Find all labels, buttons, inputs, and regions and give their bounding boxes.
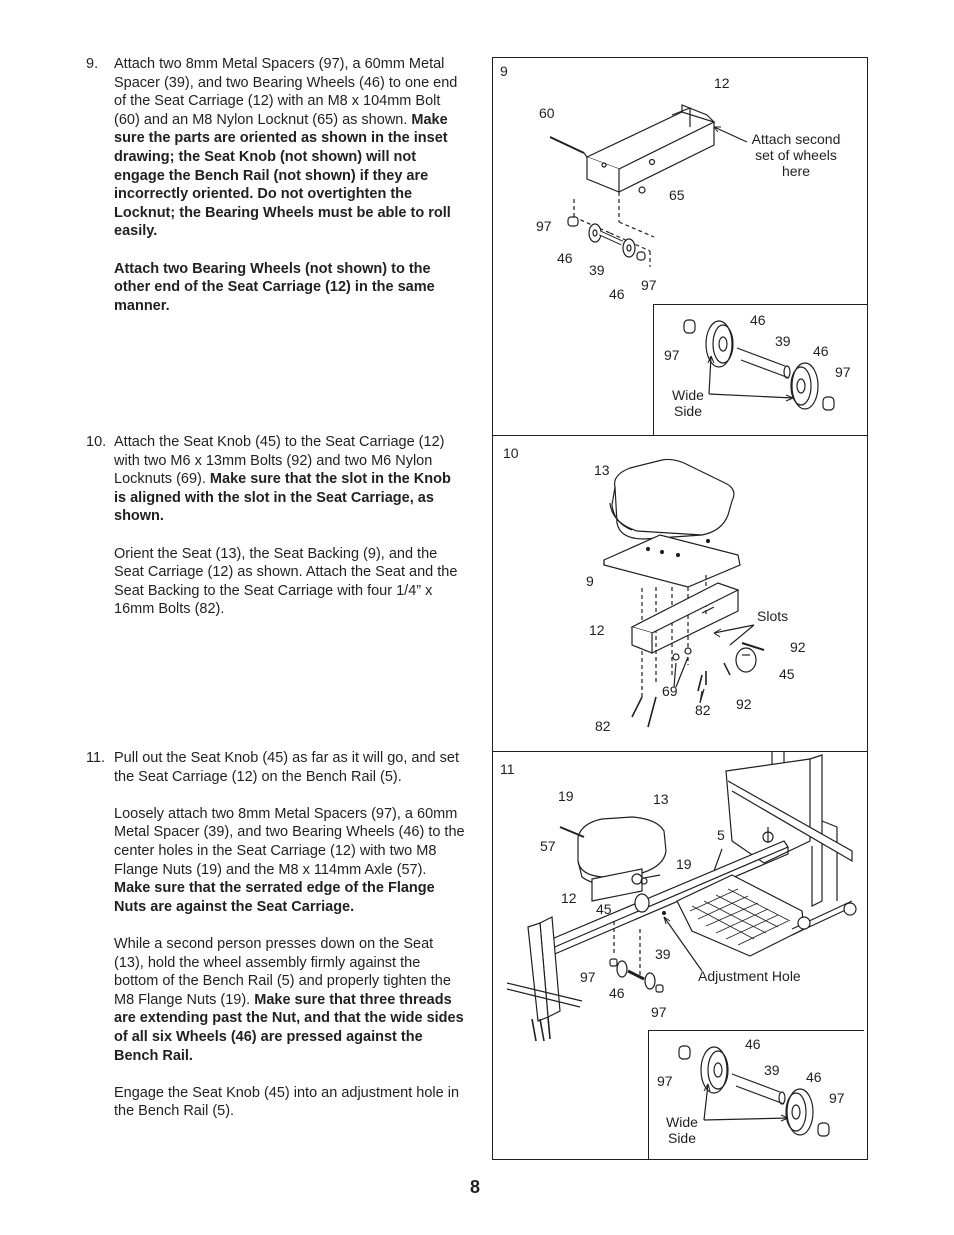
- wide-side-label: Wide Side: [666, 1114, 698, 1146]
- panel-number: 10: [503, 445, 519, 461]
- callout-45: 45: [596, 901, 612, 917]
- callout-82: 82: [595, 718, 611, 734]
- callout-46: 46: [557, 250, 573, 266]
- step-body: [114, 749, 466, 1121]
- slots-label: Slots: [757, 608, 789, 624]
- callout-19: 19: [676, 856, 692, 872]
- callout-46: 46: [609, 985, 625, 1001]
- inset-callout-46: 46: [806, 1069, 822, 1085]
- callout-46: 46: [609, 286, 625, 302]
- instruction-text: Pull out the Seat Knob (45) as far as it will go, and set the Seat Carriage (12) on the Bench Rail (5).: [114, 750, 459, 785]
- inset-callout-97: 97: [657, 1073, 673, 1089]
- step-paragraph: [114, 935, 466, 1065]
- bold-instruction: Make sure that the slot in the Knob is aligned with the slot in the Seat Carriage, as shown.: [114, 471, 451, 525]
- callout-9: 9: [586, 573, 594, 589]
- inset-callout-46: 46: [745, 1036, 761, 1052]
- inset-callout-46: 46: [813, 343, 829, 359]
- callout-69: 69: [662, 683, 678, 699]
- step-11: [86, 749, 466, 1139]
- wide-side-label: Wide Side: [672, 387, 704, 419]
- bold-instruction: Make sure that three threads are extending past the Nut, and that the wide sides of all six Wheels (46) are pressed against the Bench Rail.: [114, 991, 464, 1064]
- step-paragraph: [114, 749, 466, 786]
- instruction-text: Loosely attach two 8mm Metal Spacers (97), a 60mm Metal Spacer (39), and two Bearing Wheels (46) to the center holes in the Seat Carriage (12) with two M8 Flange Nuts (19) and the M8 x 114mm Axle (57).: [114, 805, 465, 878]
- step-10: [86, 433, 466, 638]
- step-9: [86, 55, 466, 334]
- callout-45: 45: [779, 666, 795, 682]
- callout-13: 13: [653, 791, 669, 807]
- callout-97: 97: [641, 277, 657, 293]
- inset-callout-97: 97: [664, 347, 680, 363]
- callout-60: 60: [539, 105, 555, 121]
- adjustment-hole-label: Adjustment Hole: [698, 968, 801, 984]
- step-number: 9.: [86, 56, 99, 72]
- instruction-text: Attach two 8mm Metal Spacers (97), a 60mm Metal Spacer (39), and two Bearing Wheels (46) to one end of the Seat Carriage (12) with an M8 x 104mm Bolt (60) and an M8 Nylon Locknut (65) as shown.: [114, 56, 458, 128]
- instruction-text: While a second person presses down on the Seat (13), hold the wheel assembly firmly against the bottom of the Bench Rail (5) and properly tighten the M8 Flange Nuts (19).: [114, 935, 451, 1008]
- panel-number: 11: [500, 761, 515, 777]
- inset-callout-39: 39: [764, 1062, 780, 1078]
- callout-57: 57: [540, 838, 556, 854]
- step-paragraph: [114, 55, 466, 241]
- step-paragraph: [114, 1084, 466, 1121]
- callout-12: 12: [714, 75, 730, 91]
- step-number: 10.: [86, 434, 107, 450]
- panel-number: 9: [500, 63, 508, 79]
- step-body: [114, 433, 466, 619]
- callout-65: 65: [669, 187, 685, 203]
- step-paragraph: [114, 260, 466, 316]
- callout-39: 39: [655, 946, 671, 962]
- callout-92: 92: [790, 639, 806, 655]
- callout-12: 12: [589, 622, 605, 638]
- figure-10-drawing: [492, 435, 868, 751]
- figure-11-drawing: [492, 751, 868, 1051]
- instruction-text: Engage the Seat Knob (45) into an adjustment hole in the Bench Rail (5).: [114, 1084, 460, 1120]
- callout-97: 97: [651, 1004, 667, 1020]
- callout-39: 39: [589, 262, 605, 278]
- callout-97: 97: [536, 218, 552, 234]
- inset-callout-97: 97: [829, 1090, 845, 1106]
- step-body: [114, 55, 466, 315]
- callout-5: 5: [717, 827, 725, 843]
- bold-instruction: Make sure that the serrated edge of the Flange Nuts are against the Seat Carriage.: [114, 880, 435, 915]
- callout-13: 13: [594, 462, 610, 478]
- callout-97: 97: [580, 969, 596, 985]
- step-paragraph: [114, 545, 466, 619]
- inset-callout-46: 46: [750, 312, 766, 328]
- bold-instruction: Attach two Bearing Wheels (not shown) to the other end of the Seat Carriage (12) in the same manner.: [114, 260, 435, 314]
- page-number: 8: [470, 1177, 481, 1197]
- bold-instruction: Make sure the parts are oriented as shown in the inset drawing; the Seat Knob (not shown) will not engage the Bench Rail (not shown) if they are incorrectly oriented. Do not overtighten the Locknut; the Bearing Wheels must be able to roll easily.: [114, 111, 451, 240]
- figure-9-drawing: [492, 57, 868, 307]
- callout-92: 92: [736, 696, 752, 712]
- inset-callout-97: 97: [835, 364, 851, 380]
- attach-note: Attach second set of wheels here: [751, 131, 841, 179]
- step-number: 11.: [86, 750, 106, 766]
- instruction-text: Orient the Seat (13), the Seat Backing (9), and the Seat Carriage (12) as shown. Attach the Seat and the Seat Backing to the Seat Carriage with four 1/4” x 16mm Bolts (82).: [114, 545, 458, 618]
- inset-callout-39: 39: [775, 333, 791, 349]
- step-paragraph: [114, 805, 466, 917]
- callout-19: 19: [558, 788, 574, 804]
- step-paragraph: [114, 433, 466, 526]
- callout-12: 12: [561, 890, 577, 906]
- callout-82: 82: [695, 702, 711, 718]
- instruction-text: Attach the Seat Knob (45) to the Seat Carriage (12) with two M6 x 13mm Bolts (92) and two M6 Nylon Locknuts (69).: [114, 434, 445, 488]
